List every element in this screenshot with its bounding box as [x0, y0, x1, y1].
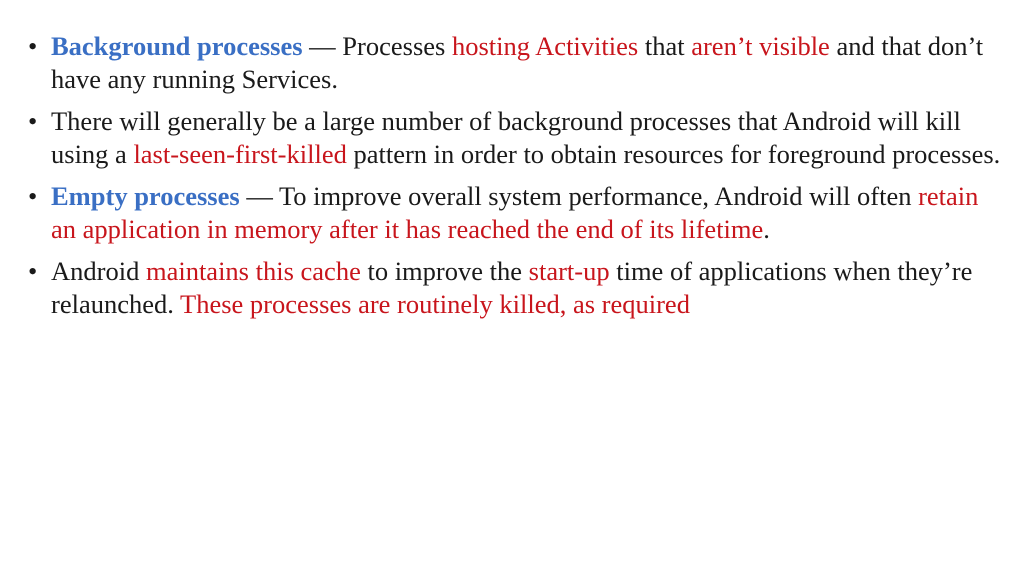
- bullet-item-background-processes: [26, 30, 1004, 95]
- bullet-text: that: [638, 31, 692, 61]
- highlight-text: maintains this cache: [145, 256, 361, 286]
- bullet-text: .: [763, 213, 770, 244]
- highlight-text: These processes are routinely killed, as required: [180, 288, 690, 319]
- bullet-point: •: [28, 106, 38, 136]
- highlight-text: last-seen-first-killed: [133, 138, 347, 169]
- bullet-text: Android: [51, 256, 146, 286]
- bullet-point: •: [28, 31, 38, 61]
- bullet-text: There will generally be a large number of background processes that Android will kill using a: [51, 106, 961, 169]
- bullet-item-empty-processes: [26, 180, 1004, 245]
- bullet-text: and that don’t have any running Services.: [51, 31, 984, 94]
- highlight-text: start-up: [528, 256, 610, 286]
- bullet-point: •: [28, 181, 38, 211]
- bullet-text: — Processes: [302, 31, 452, 61]
- bullet-item-cache: [26, 255, 1004, 320]
- bullet-text: time of applications when they’re relaunched.: [51, 256, 973, 319]
- highlight-text: retain an application in memory after it has reached the end of its lifetime: [51, 181, 979, 244]
- term-background-processes: Background processes: [51, 31, 303, 61]
- bullet-item-kill-pattern: [26, 105, 1004, 170]
- highlight-text: hosting Activities: [451, 31, 639, 61]
- bullet-text: to improve the: [360, 256, 529, 286]
- bullet-text: — To improve overall system performance, Android will often: [239, 181, 919, 211]
- term-empty-processes: Empty processes: [51, 181, 240, 211]
- highlight-text: aren’t visible: [691, 31, 830, 61]
- bullet-text: pattern in order to obtain resources for foreground processes.: [346, 138, 1001, 169]
- bullet-list: [26, 30, 1004, 320]
- bullet-point: •: [28, 256, 38, 286]
